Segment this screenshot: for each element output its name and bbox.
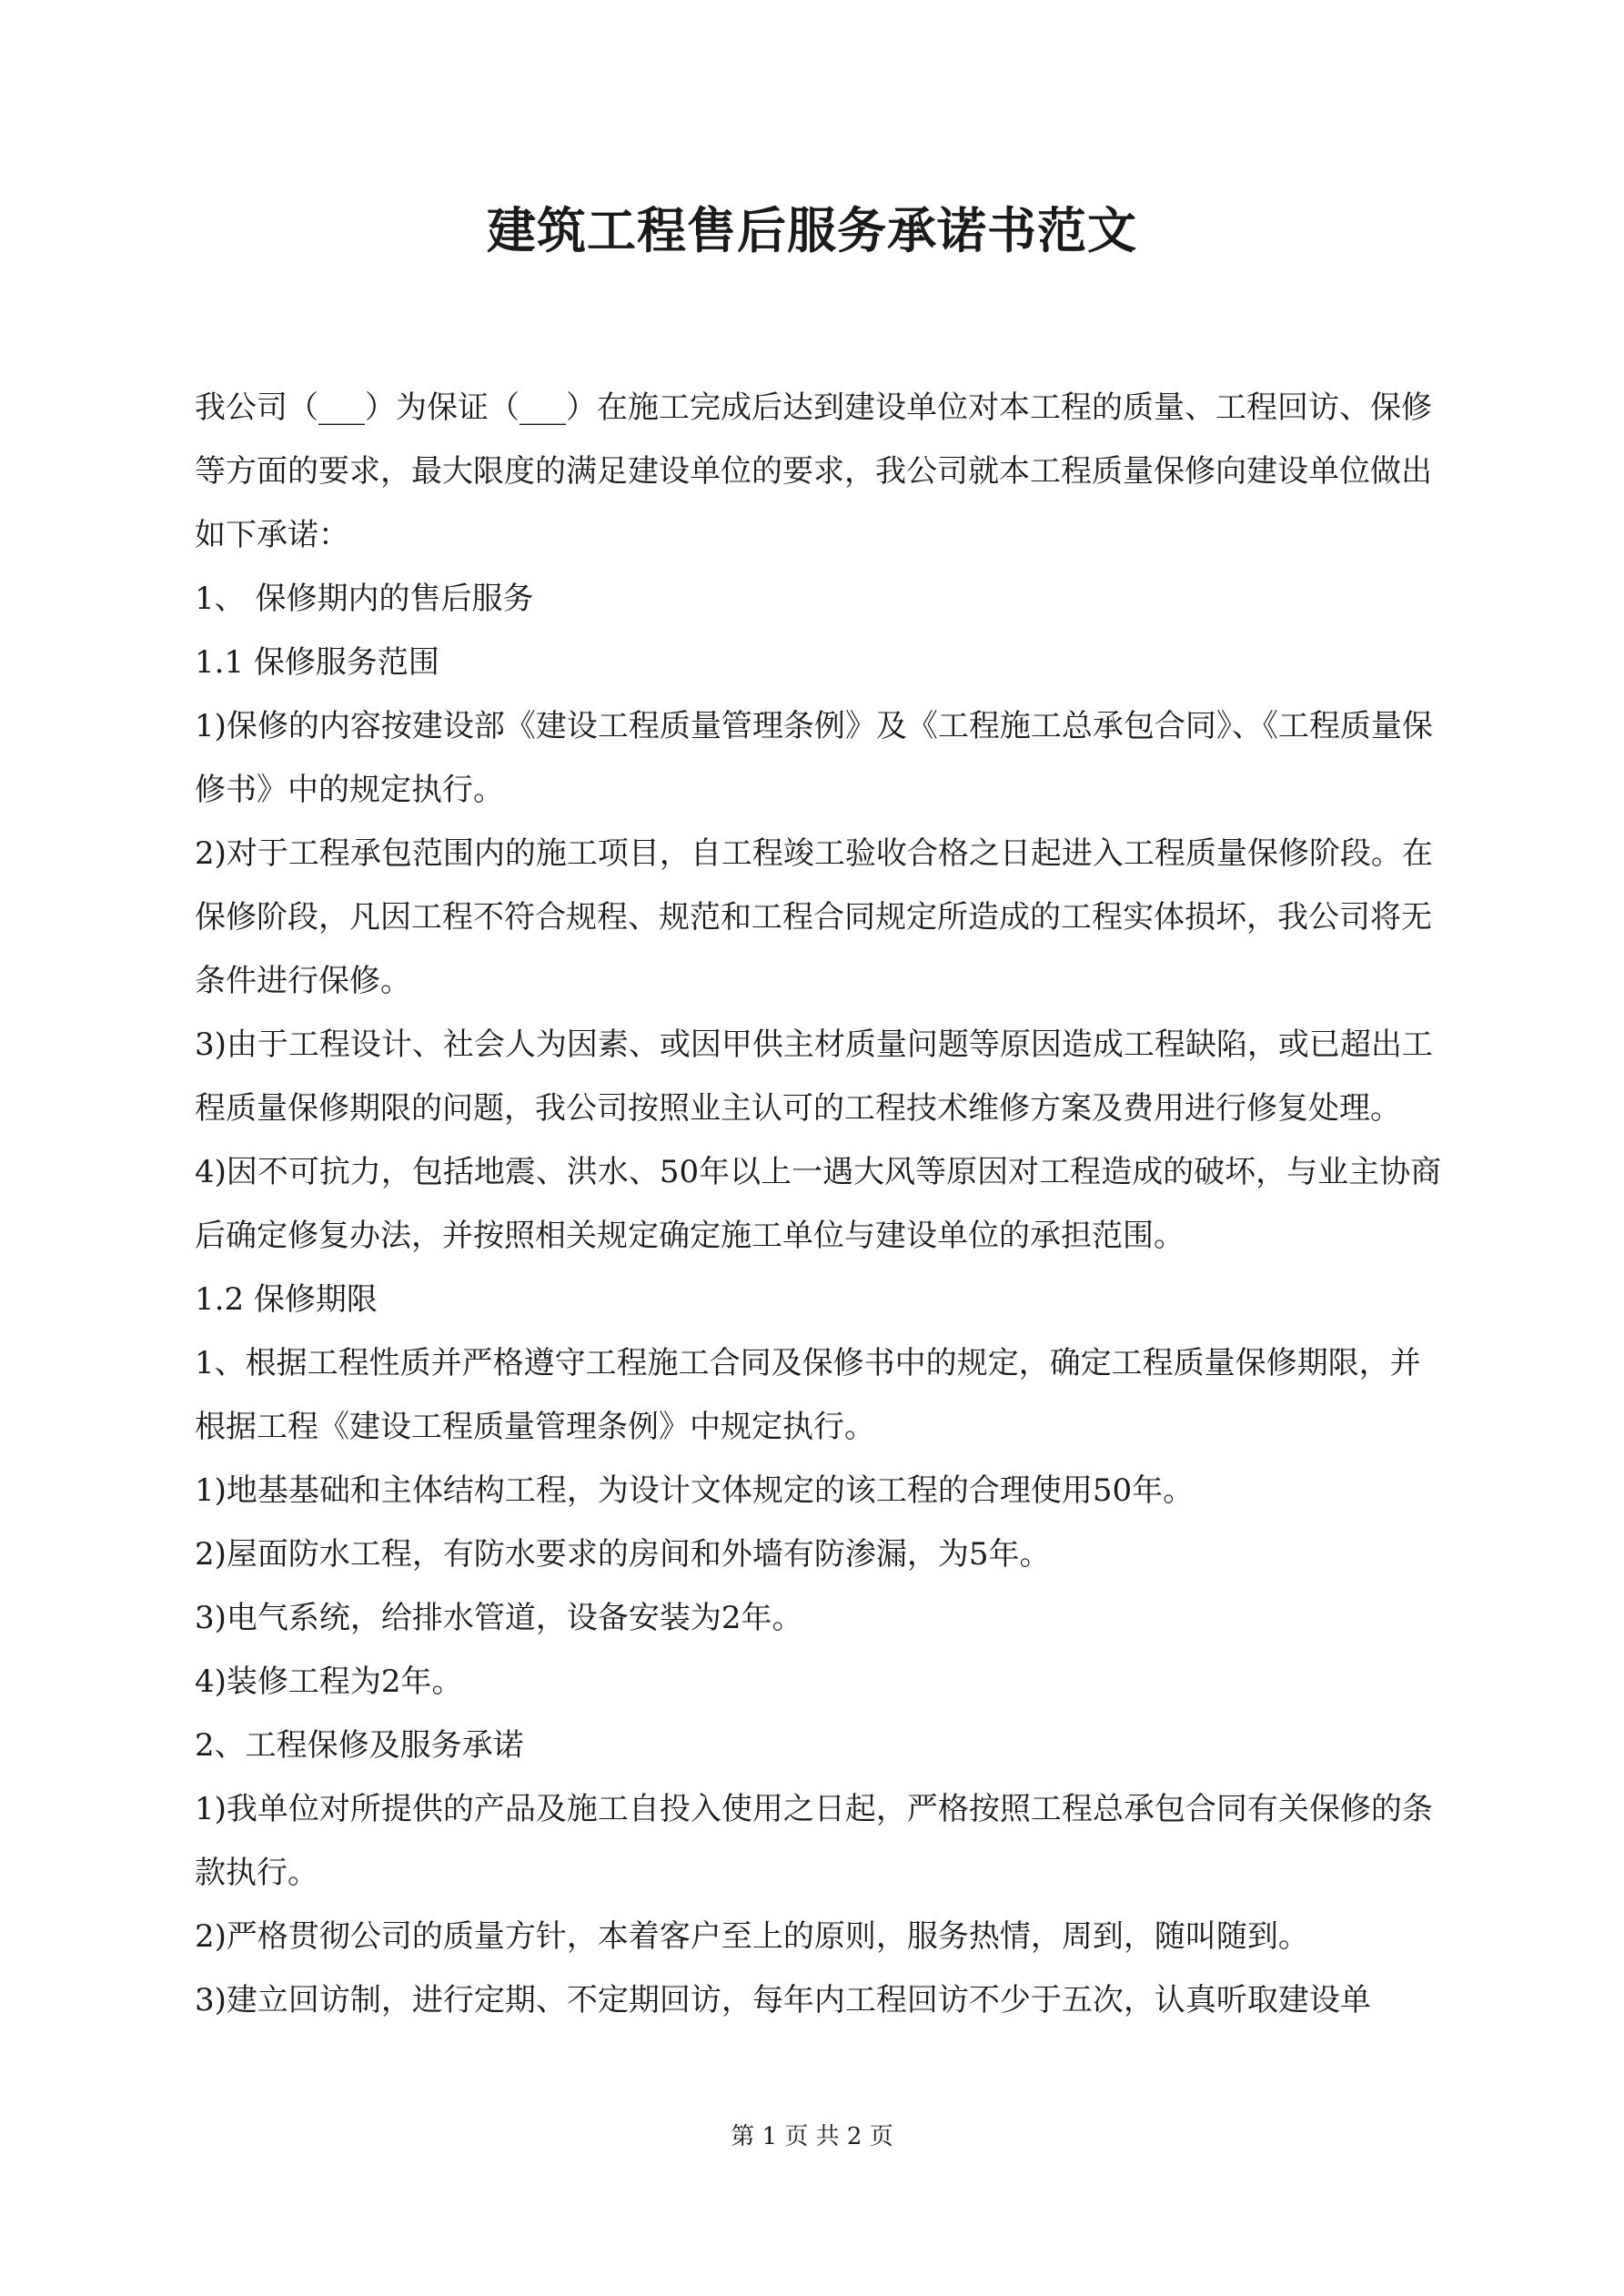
paragraph-1-2-item-4: 4)装修工程为2年。 bbox=[195, 1664, 463, 1700]
paragraph-2-item-1: 1)我单位对所提供的产品及施工自投入使用之日起，严格按照工程总承包合同有关保修的条款执行。 bbox=[195, 1791, 1433, 1891]
paragraph-1-1-item-2: 2)对于工程承包范围内的施工项目，自工程竣工验收合格之日起进入工程质量保修阶段。在保修阶段，凡因工程不符合规程、规范和工程合同规定所造成的工程实体损坏，我公司将无条件进行保修。 bbox=[195, 835, 1433, 999]
paragraph-1-1-item-4: 4)因不可抗力，包括地震、洪水、50年以上一遇大风等原因对工程造成的破坏，与业主协商后确定修复办法，并按照相关规定确定施工单位与建设单位的承担范围。 bbox=[195, 1154, 1442, 1254]
paragraph-2-item-3: 3)建立回访制，进行定期、不定期回访，每年内工程回访不少于五次，认真听取建设单 bbox=[195, 1982, 1371, 2018]
paragraph-1-2-item-2: 2)屋面防水工程，有防水要求的房间和外墙有防渗漏，为5年。 bbox=[195, 1536, 1051, 1573]
paragraph-1-1-item-3: 3)由于工程设计、社会人为因素、或因甲供主材质量问题等原因造成工程缺陷，或已超出工程质量保修期限的问题，我公司按照业主认可的工程技术维修方案及费用进行修复处理。 bbox=[195, 1027, 1433, 1127]
section-heading-1: 1、 保修期内的售后服务 bbox=[195, 581, 534, 617]
paragraph-intro: 我公司（___）为保证（___）在施工完成后达到建设单位对本工程的质量、工程回访、保修等方面的要求，最大限度的满足建设单位的要求，我公司就本工程质量保修向建设单位做出如下承诺： bbox=[195, 389, 1432, 553]
page-number-footer: 第 1 页 共 2 页 bbox=[731, 2123, 893, 2150]
document-title: 建筑工程售后服务承诺书范文 bbox=[487, 201, 1137, 259]
subsection-heading-1-2: 1.2 保修期限 bbox=[195, 1281, 378, 1318]
document-body bbox=[195, 376, 1450, 2032]
paragraph-1-2-intro: 1、根据工程性质并严格遵守工程施工合同及保修书中的规定，确定工程质量保修期限，并根据工程《建设工程质量管理条例》中规定执行。 bbox=[195, 1345, 1421, 1445]
paragraph-2-item-2: 2)严格贯彻公司的质量方针，本着客户至上的原则，服务热情，周到，随叫随到。 bbox=[195, 1918, 1309, 1955]
paragraph-1-2-item-3: 3)电气系统，给排水管道，设备安装为2年。 bbox=[195, 1600, 803, 1636]
paragraph-1-2-item-1: 1)地基基础和主体结构工程，为设计文体规定的该工程的合理使用50年。 bbox=[195, 1472, 1195, 1509]
subsection-heading-1-1: 1.1 保修服务范围 bbox=[195, 644, 439, 681]
section-heading-2: 2、工程保修及服务承诺 bbox=[195, 1727, 524, 1764]
paragraph-1-1-item-1: 1)保修的内容按建设部《建设工程质量管理条例》及《工程施工总承包合同》、《工程质量保修书》中的规定执行。 bbox=[195, 708, 1433, 808]
